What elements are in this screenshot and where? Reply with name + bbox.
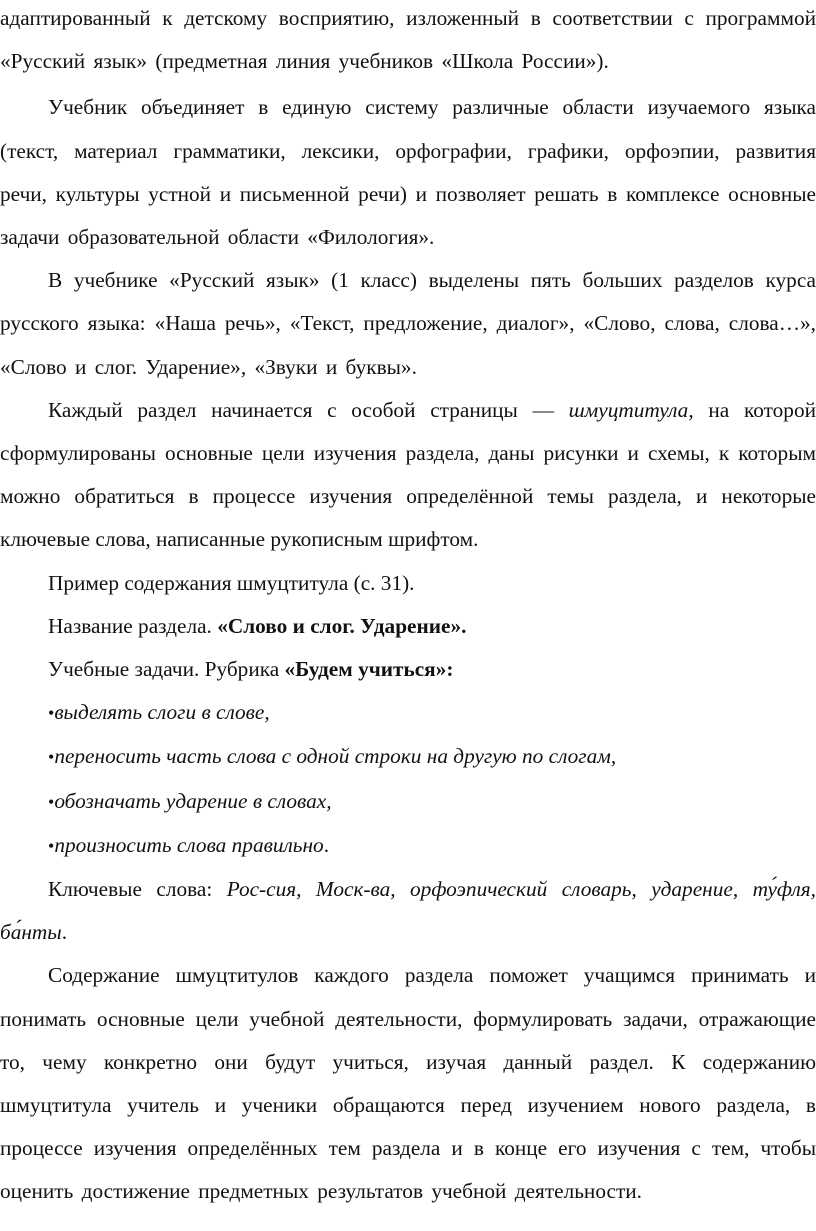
keywords-label: Ключевые слова: bbox=[48, 877, 227, 902]
bullet-item bbox=[0, 691, 816, 735]
keywords-end: . bbox=[61, 920, 68, 945]
shmuctitul-term: шмуцтитула bbox=[568, 397, 689, 422]
bullet-end-punctuation: . bbox=[323, 832, 330, 857]
section-title-label: Название раздела. bbox=[48, 613, 218, 638]
bullet-icon: • bbox=[48, 791, 55, 812]
paragraph-section-title bbox=[0, 605, 816, 648]
bullet-text: произносить слова правильно bbox=[54, 832, 324, 857]
paragraph-keywords bbox=[0, 868, 816, 954]
bullet-text: обозначать ударение в словах, bbox=[54, 788, 332, 813]
sections-text: В учебнике «Русский язык» (1 класс) выделены пять больших разделов курса русского языка: «Наша речь», «Текст, предложение, диалог», «Слово, слова, слова…», «Слово и слог. Ударение», «Звуки и буквы». bbox=[0, 268, 816, 379]
paragraph-intro-continuation bbox=[0, 0, 816, 83]
tasks-label: Учебные задачи. Рубрика bbox=[48, 657, 285, 682]
paragraph-example bbox=[0, 562, 816, 605]
bullet-icon: • bbox=[48, 747, 55, 768]
section-title-value: «Слово и слог. Ударение». bbox=[217, 613, 467, 638]
paragraph-sections bbox=[0, 259, 816, 389]
shmuctitul-text-after: , на которой сформулированы основные цели изучения раздела, даны рисунки и схемы, к которым можно обратиться в процессе изучения определённой темы раздела, и некоторые ключевые слова, написанные рукописным шрифтом. bbox=[0, 397, 816, 552]
bullet-icon: • bbox=[48, 835, 55, 856]
shmuctitul-text-before: Каждый раздел начинается с особой страницы — bbox=[48, 397, 569, 422]
bullet-icon: • bbox=[48, 703, 55, 724]
bullet-item bbox=[0, 824, 816, 868]
paragraph-closing bbox=[0, 954, 816, 1213]
paragraph-tasks bbox=[0, 648, 816, 691]
example-text: Пример содержания шмуцтитула (с. 31). bbox=[48, 570, 415, 595]
bullet-text: выделять слоги в слове, bbox=[54, 700, 270, 725]
bullet-item bbox=[0, 735, 816, 779]
paragraph-shmuctitul bbox=[0, 389, 816, 562]
bullet-text: переносить часть слова с одной строки на другую по слогам, bbox=[54, 744, 617, 769]
closing-text: Содержание шмуцтитулов каждого раздела поможет учащимся принимать и понимать основные цели учебной деятельности, формулировать задачи, отражающие то, чему конкретно они будут учиться, изучая данный раздел. К содержанию шмуцтитула учитель и ученики обращаются перед изучением нового раздела, в процессе изучения определённых тем раздела и в конце его изучения с тем, чтобы оценить достижение предметных результатов учебной деятельности. bbox=[0, 963, 816, 1204]
system-text: Учебник объединяет в единую систему различные области изучаемого языка (текст, материал грамматики, лексики, орфографии, графики, орфоэпии, развития речи, культуры устной и письменной речи) и позволяет решать в комплексе основные задачи образовательной области «Филология». bbox=[0, 95, 816, 250]
paragraph-system bbox=[0, 86, 816, 259]
bullet-item bbox=[0, 780, 816, 824]
keywords-list: Рос-сия, Моск-ва, орфоэпический словарь, ударение, ту́фля, ба́нты bbox=[0, 877, 816, 945]
tasks-rubric: «Будем учиться»: bbox=[284, 657, 454, 682]
intro-text: адаптированный к детскому восприятию, изложенный в соответствии с программой «Русский язык» (предметная линия учебников «Школа России»). bbox=[0, 6, 816, 74]
